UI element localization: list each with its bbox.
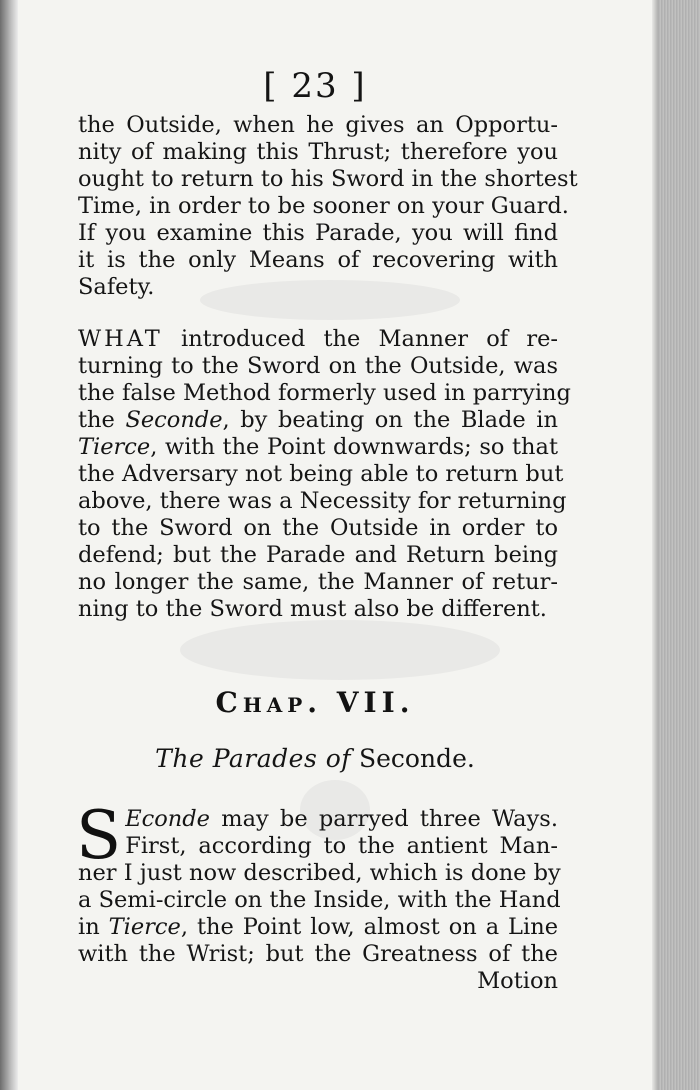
text-line	[78, 914, 558, 941]
bleed-through-lower	[180, 620, 500, 680]
text-line	[78, 434, 558, 461]
text-line: Time, in order to be sooner on your Guard.	[78, 193, 569, 219]
text-line: ner I just now described, which is done by	[78, 860, 561, 886]
text-line: to the Sword on the Outside in order to	[78, 515, 558, 541]
italic-term: Tierce	[108, 914, 181, 940]
paragraph-2-line-1	[78, 326, 558, 353]
drop-cap: S	[76, 797, 122, 874]
text-fragment: may be parryed three Ways.	[210, 806, 558, 832]
text-line: above, there was a Necessity for returning	[78, 488, 567, 514]
text-line	[78, 806, 558, 833]
text-fragment: the	[78, 407, 126, 433]
text-line: turning to the Sword on the Outside, was	[78, 353, 558, 379]
text-line: the Outside, when he gives an Opportu-	[78, 112, 558, 138]
italic-term: Seconde	[125, 407, 223, 433]
text-fragment: introduced the Manner of re-	[162, 326, 558, 352]
text-line: ning to the Sword must also be different.	[78, 596, 547, 622]
text-line: it is the only Means of recovering with	[78, 247, 558, 273]
text-line: no longer the same, the Manner of retur-	[78, 569, 558, 595]
text-line: If you examine this Parade, you will find	[78, 220, 558, 246]
page-number: [ 23 ]	[263, 66, 367, 106]
book-gutter	[0, 0, 18, 1090]
text-line	[78, 407, 558, 434]
section-title-italic: The Parades of	[155, 744, 352, 773]
section-title-plain: Seconde.	[358, 744, 475, 773]
text-line: nity of making this Thrust; therefore you	[78, 139, 558, 165]
text-fragment: , by beating on the Blade in	[222, 407, 558, 433]
italic-term: Econde	[125, 806, 211, 832]
text-fragment: , with the Point downwards; so that	[150, 434, 558, 460]
text-fragment: in	[78, 914, 109, 940]
chapter-heading: Chap. VII.	[215, 686, 415, 719]
catchword: Motion	[477, 968, 558, 994]
text-line: a Semi-circle on the Inside, with the Hand	[78, 887, 561, 913]
text-line: the false Method formerly used in parrying	[78, 380, 571, 406]
text-line: defend; but the Parade and Return being	[78, 542, 558, 568]
italic-term: Tierce	[78, 434, 151, 460]
page-edges	[658, 0, 700, 1090]
text-line: Safety.	[78, 274, 155, 300]
text-line: with the Wrist; but the Greatness of the	[78, 941, 558, 967]
paragraph-3	[76, 797, 561, 995]
text-line: the Adversary not being able to return but	[78, 461, 564, 487]
text-fragment: , the Point low, almost on a Line	[180, 914, 559, 940]
text-line: ought to return to his Sword in the shortest	[78, 166, 578, 192]
lead-word: WHAT	[78, 326, 163, 352]
text-line: First, according to the antient Man-	[125, 833, 558, 859]
section-title	[0, 744, 630, 773]
paragraph-1	[78, 112, 578, 623]
